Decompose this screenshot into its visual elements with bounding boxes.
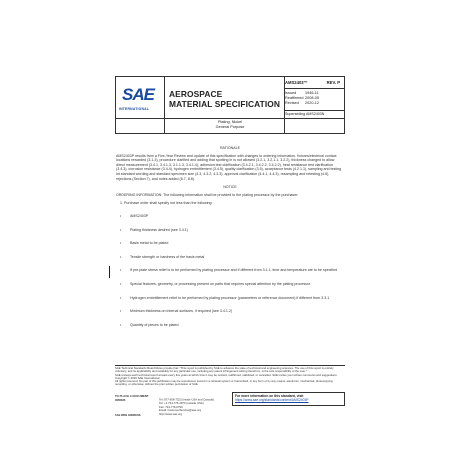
divider bbox=[284, 88, 344, 89]
legal-text-3: All rights reserved. No part of this publication may be reproduced, stored in a retrieval system or transmitted, in any form or by any means, electronic, mechanical, photocopying, recording, or otherwise, without the prior written permission of SAE. bbox=[115, 379, 334, 387]
title-line-1: AEROSPACE bbox=[169, 89, 223, 99]
bullet-item: • Hydrogen embrittlement relief to be performed by plating processor (parameters or reference document) if different from 3.3.1 bbox=[130, 296, 344, 301]
divider bbox=[284, 110, 344, 111]
subject-subtitle: General Purpose bbox=[215, 125, 245, 129]
list-item-1: 1. Purchase order shall specify not less than the following: bbox=[120, 201, 213, 206]
legal-text-1: SAE Technical Standards Board Rules provide that: "This report is published by SAE to advance the state of technical and engineering sciences. The use of this report is entirely voluntary, and its applicability and suitability for any particular use, including any patent infringement arising therefrom, is the sole responsibility of the user." bbox=[115, 366, 334, 374]
reaffirmed-date: 2008-05 bbox=[305, 96, 319, 100]
subject-title: Plating, Nickel bbox=[217, 120, 243, 124]
standard-link[interactable]: https://www.sae.org/standards/content/AMS2403P bbox=[235, 398, 309, 403]
phone-2: Tel: +1 724-776-4970 (outside USA) bbox=[159, 401, 204, 405]
bullet-item: • Plating thickness desired (see 3.4.1) bbox=[130, 228, 344, 233]
rationale-heading: RATIONALE bbox=[219, 146, 241, 150]
logo-subtext: INTERNATIONAL bbox=[119, 107, 150, 111]
bullet-item: • Special features, geometry, or processing present on parts that requires special attention by the plating processor bbox=[130, 282, 344, 287]
logo-text: SAE bbox=[122, 85, 154, 104]
order-contact bbox=[115, 395, 233, 416]
order-label: TO PLACE A DOCUMENT ORDER: bbox=[115, 394, 149, 402]
revised-date: 2020-12 bbox=[305, 101, 319, 105]
divider bbox=[116, 118, 344, 119]
bullet-item: • AMS2403P bbox=[130, 214, 344, 219]
notice-heading: NOTICE bbox=[223, 185, 237, 190]
bullet-item: • Quantity of pieces to be plated bbox=[130, 323, 344, 328]
phone-1: Tel: 877-606-7323 (inside USA and Canada) bbox=[159, 397, 214, 402]
title-line-2: MATERIAL SPECIFICATION bbox=[169, 99, 281, 109]
website[interactable]: http://www.sae.org bbox=[159, 411, 183, 416]
revision-label: REV. P bbox=[326, 80, 340, 85]
ordering-information: ORDERING INFORMATION: The following information shall be provided to the plating processor by the purchaser: bbox=[116, 192, 299, 197]
dates-block bbox=[285, 91, 319, 106]
email: Email: CustomerService@sae.org bbox=[159, 408, 202, 412]
document-title bbox=[169, 89, 280, 109]
bullet-item: • Basis metal to be plated bbox=[130, 241, 344, 246]
reaffirmed-label: Reaffirmed bbox=[285, 96, 304, 100]
fax: Fax: 724-776-0790 bbox=[159, 404, 183, 409]
superseding-text: Superseding AMS2403N bbox=[285, 112, 325, 116]
rationale-text: AMS2403P results from a Five-Year Review and update of this specification with changes to ordering information, fixtures/electrical contact locations rewarded (3.1.3), procedure clarified and adding that spotting in is not allowed (3.2.1, 3.2.1.1, 3.2.2), thickness changed to allow direct measurement (3.4.1, 3.4.1.3, 3.1.1.3, 3.4.1.4), adhesion test clarification (3.4.2.1, 3.4.2.2, 3.4.2.2), heat resistance test clarification (3.4.3), corrosion resistance (3.4.4), hydrogen embrittlement (3.4.5), quality clarification (3.5), acceptance tests (4.2.1.1), sampling and testing lot standard wording and standard specimen size (4.3, 4.3.2, 4.3.3), approval clarification (4.4.1, 4.4.3), resampling and retesting (4.6), rejections (Section 7), and notes added (8.7, 8.8). bbox=[116, 153, 342, 181]
document-body bbox=[116, 142, 344, 336]
bullet-item: • Tensile strength or hardness of the basis metal bbox=[130, 255, 344, 260]
legal-text-2: SAE reviews each technical report at least every five years at which time it may be revised, reaffirmed, stabilized, or cancelled. SAE invites your written comments and suggestions. bbox=[115, 372, 338, 377]
more-info-text: For more information on this standard, visit bbox=[235, 394, 304, 398]
document-number: AMS2403™ bbox=[285, 80, 308, 85]
bullet-item: • If pre-plate stress relief is to be performed by plating processor and if different from 3.1.1, time and temperature are to be specified bbox=[130, 268, 344, 273]
more-info-box bbox=[232, 392, 345, 406]
revision-bar bbox=[109, 266, 110, 278]
sae-web-address-label: SAE WEB ADDRESS: bbox=[115, 414, 142, 417]
copyright: Copyright © 2020 SAE International bbox=[115, 375, 160, 380]
issued-label: Issued bbox=[285, 91, 297, 95]
revised-label: Revised bbox=[285, 101, 299, 105]
document-footer bbox=[115, 365, 345, 387]
bullet-item: • Minimum thickness on internal surfaces, if required (see 3.4.1.2) bbox=[130, 309, 344, 314]
document-header bbox=[115, 76, 345, 134]
issued-date: 1946-11 bbox=[305, 91, 319, 95]
